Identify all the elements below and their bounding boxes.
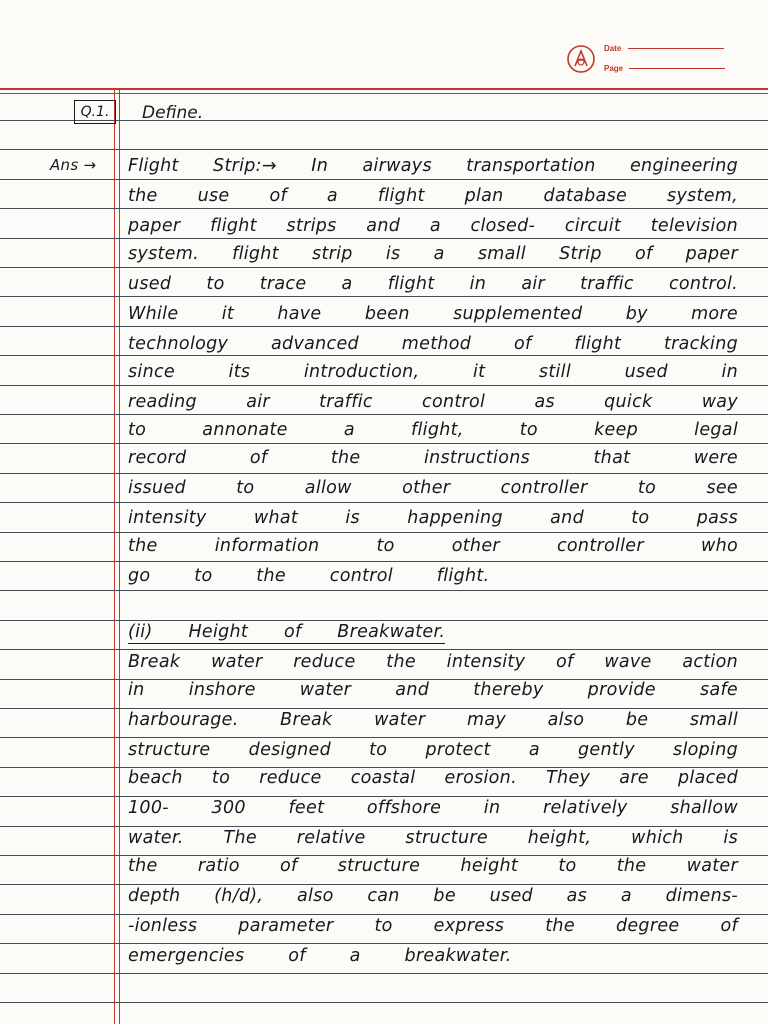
section-text: Break water reduce the intensity of wave action (128, 652, 738, 672)
section-line (0, 676, 768, 706)
section-heading-line (0, 618, 768, 648)
answer-text: paper flight strips and a closed- circuit television (128, 216, 738, 236)
answer-line (0, 388, 768, 418)
date-field (604, 44, 724, 53)
header-rule-2 (0, 93, 768, 94)
section-line (0, 648, 768, 678)
section-line (0, 824, 768, 854)
section-text: 100- 300 feet offshore in relatively shallow (128, 798, 738, 818)
answer-text: since its introduction, it still used in (128, 362, 738, 382)
date-label: Date (604, 44, 622, 53)
section-text: beach to reduce coastal erosion. They are placed (128, 768, 738, 788)
page-field (604, 64, 725, 73)
answer-line (0, 182, 768, 212)
ruled-line (0, 1002, 768, 1003)
answer-line (0, 300, 768, 330)
answer-text: issued to allow other controller to see (128, 478, 738, 498)
answer-line (0, 358, 768, 388)
page-label: Page (604, 64, 624, 73)
question-title: Define. (142, 103, 204, 123)
answer-line (0, 330, 768, 360)
answer-text: go to the control flight. (128, 566, 490, 586)
section-text: structure designed to protect a gently sloping (128, 740, 738, 760)
section-line (0, 794, 768, 824)
answer-line (0, 212, 768, 242)
answer-text: record of the instructions that were (128, 448, 738, 468)
answer-text: technology advanced method of flight tracking (128, 334, 738, 354)
answer-line (0, 474, 768, 504)
section-text: emergencies of a breakwater. (128, 946, 512, 966)
answer-text: intensity what is happening and to pass (128, 508, 738, 528)
header-rule (0, 88, 768, 90)
answer-text: the use of a flight plan database system, (128, 186, 738, 206)
section-text: water. The relative structure height, which is (128, 828, 738, 848)
section-line (0, 764, 768, 794)
section-text: the ratio of structure height to the water (128, 856, 738, 876)
answer-text: system. flight strip is a small Strip of paper (128, 244, 738, 264)
ruled-line (0, 149, 768, 150)
section-line (0, 736, 768, 766)
section-text: -ionless parameter to express the degree of (128, 916, 738, 936)
answer-marker: Ans → (50, 156, 97, 174)
section-line (0, 852, 768, 882)
section-line (0, 882, 768, 912)
answer-text: to annonate a flight, to keep legal (128, 420, 738, 440)
section-line (0, 942, 768, 972)
answer-text: the information to other controller who (128, 536, 738, 556)
answer-line (0, 152, 768, 182)
answer-line (0, 532, 768, 562)
answer-text: reading air traffic control as quick way (128, 392, 738, 412)
answer-line (0, 562, 768, 592)
answer-text: While it have been supplemented by more (128, 304, 738, 324)
section-heading: (ii) Height of Breakwater. (128, 622, 446, 642)
answer-line (0, 270, 768, 300)
question-number: Q.1. (74, 100, 116, 124)
section-text: harbourage. Break water may also be small (128, 710, 738, 730)
answer-line (0, 444, 768, 474)
answer-line (0, 240, 768, 270)
school-logo-icon (566, 44, 596, 74)
answer-line (0, 416, 768, 446)
section-line (0, 706, 768, 736)
answer-text: Flight Strip:→ In airways transportation engineering (128, 156, 738, 176)
answer-text: used to trace a flight in air traffic control. (128, 274, 738, 294)
ruled-line (0, 973, 768, 974)
section-text: in inshore water and thereby provide safe (128, 680, 738, 700)
section-text: depth (h/d), also can be used as a dimens- (128, 886, 738, 906)
answer-line (0, 504, 768, 534)
section-line (0, 912, 768, 942)
